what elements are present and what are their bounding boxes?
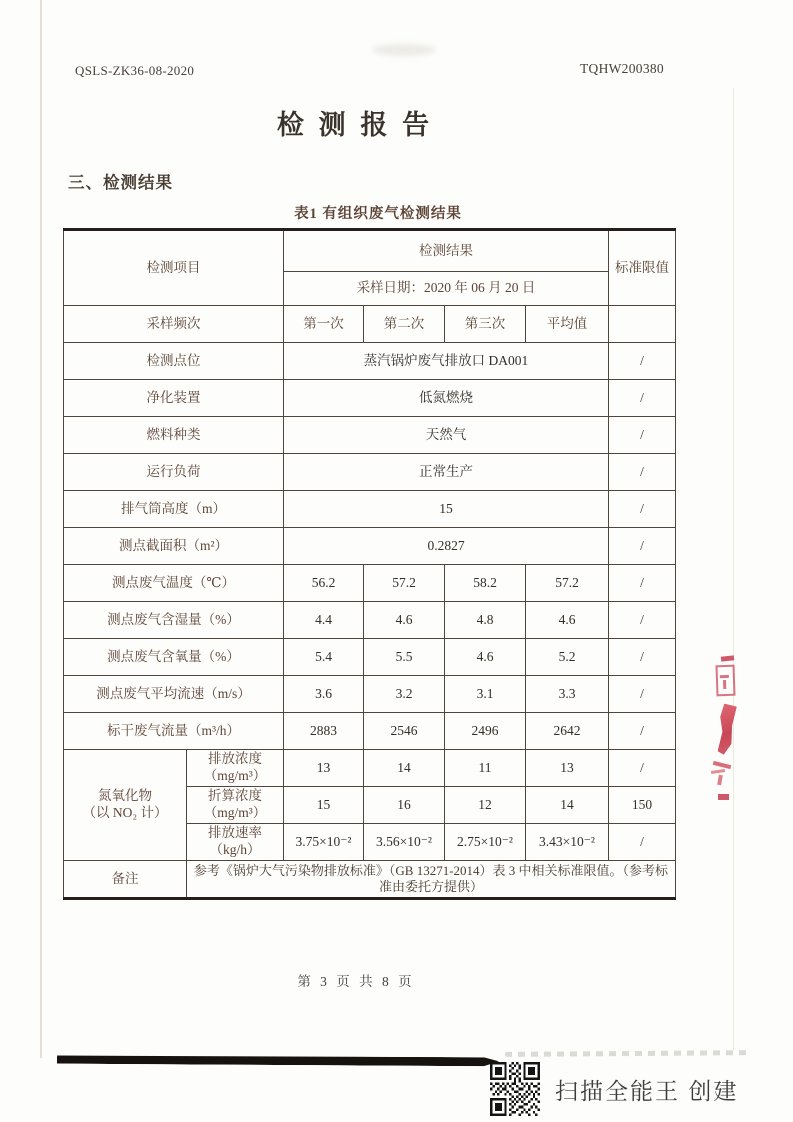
camscanner-watermark-text: 扫描全能王 创建 — [555, 1077, 739, 1104]
footer-page-number: 第 3 页 共 8 页 — [297, 974, 415, 989]
row-label: 测点废气含氧量（%） — [64, 639, 284, 676]
row-value-1: 3.75×10⁻² — [284, 824, 364, 861]
row-value-4: 2642 — [526, 713, 609, 750]
row-limit: / — [609, 454, 676, 491]
row-value-3: 4.6 — [445, 639, 526, 676]
remark-text: 参考《锅炉大气污染物排放标准》（GB 13271-2014）表 3 中相关标准限值。（参考标准由委托方提供） — [187, 861, 676, 899]
row-value-4: 57.2 — [526, 565, 609, 602]
frequency-limit — [609, 306, 676, 343]
table-caption: 表1 有组织废气检测结果 — [294, 206, 462, 222]
seal-mark — [715, 665, 735, 697]
row-label: 检测点位 — [64, 343, 284, 380]
scan-smudge — [372, 44, 436, 56]
row-value-2: 3.56×10⁻² — [364, 824, 445, 861]
row-label: 采样频次 — [64, 306, 284, 343]
table-row — [64, 565, 676, 602]
row-limit: / — [609, 417, 676, 454]
seal-mark — [713, 761, 731, 769]
row-limit: / — [609, 713, 676, 750]
header-sampling-date-cell: 采样日期：2020 年 06 月 20 日 — [284, 272, 609, 306]
row-value-1: 3.6 — [284, 676, 364, 713]
row-value-3: 4.8 — [445, 602, 526, 639]
row-limit: / — [609, 380, 676, 417]
table-row — [64, 343, 676, 380]
row-label: 折算浓度（mg/m³） — [187, 787, 284, 824]
row-label: 测点废气平均流速（m/s） — [64, 676, 284, 713]
row-value-1: 56.2 — [284, 565, 364, 602]
row-value-4: 3.43×10⁻² — [526, 824, 609, 861]
row-value-1: 5.4 — [284, 639, 364, 676]
pollutant-name-line2: （以 NO₂ 计） — [82, 805, 168, 820]
table-row — [64, 713, 676, 750]
seal-mark — [718, 794, 729, 800]
row-label: 排气筒高度（m） — [64, 491, 284, 528]
remark-row — [64, 861, 676, 899]
document-code: QSLS-ZK36-08-2020 — [75, 63, 195, 78]
row-value: 15 — [284, 491, 609, 528]
table-row — [64, 380, 676, 417]
frequency-col-1: 第一次 — [284, 306, 364, 343]
scan-edge-band — [57, 1055, 499, 1067]
header-item-cell: 检测项目 — [64, 230, 284, 306]
pollutant-group-cell — [64, 750, 187, 861]
row-limit: / — [609, 343, 676, 380]
scan-noise-streak — [505, 1050, 750, 1057]
row-value-4: 3.3 — [526, 676, 609, 713]
row-value-3: 2.75×10⁻² — [445, 824, 526, 861]
row-label: 测点截面积（m²） — [64, 528, 284, 565]
frequency-col-2: 第二次 — [364, 306, 445, 343]
seal-mark — [717, 775, 723, 786]
row-label: 排放速率（kg/h） — [187, 824, 284, 861]
row-value: 正常生产 — [284, 454, 609, 491]
row-limit: / — [609, 565, 676, 602]
row-label: 燃料种类 — [64, 417, 284, 454]
row-value-2: 2546 — [364, 713, 445, 750]
row-value-4: 13 — [526, 750, 609, 787]
row-value-3: 2496 — [445, 713, 526, 750]
frequency-row — [64, 306, 676, 343]
pollutant-name-line1: 氮氧化物 — [98, 788, 152, 804]
pollutant-row-1 — [64, 750, 676, 787]
row-value: 蒸汽锅炉废气排放口 DA001 — [284, 343, 609, 380]
row-value-2: 4.6 — [364, 602, 445, 639]
table-row — [64, 602, 676, 639]
report-title: 检 测 报 告 — [276, 110, 434, 140]
row-value-4: 5.2 — [526, 639, 609, 676]
page-fold-line — [733, 88, 734, 1050]
section-heading: 三、检测结果 — [68, 173, 173, 192]
row-label: 测点废气温度（℃） — [64, 565, 284, 602]
seal-mark — [721, 655, 734, 661]
row-value-1: 15 — [284, 787, 364, 824]
page-left-edge-line — [40, 0, 42, 1058]
row-value-3: 11 — [445, 750, 526, 787]
table-row — [64, 454, 676, 491]
header-limit-cell: 标准限值 — [609, 230, 676, 306]
table-row — [64, 676, 676, 713]
row-limit: / — [609, 676, 676, 713]
camscanner-watermark — [490, 1062, 738, 1116]
row-value-1: 13 — [284, 750, 364, 787]
row-limit: / — [609, 750, 676, 787]
row-value-1: 4.4 — [284, 602, 364, 639]
row-label: 标干废气流量（m³/h） — [64, 713, 284, 750]
row-limit: / — [609, 602, 676, 639]
seal-mark — [711, 769, 725, 774]
row-value-2: 3.2 — [364, 676, 445, 713]
report-number: TQHW200380 — [580, 61, 664, 76]
remark-label: 备注 — [64, 861, 187, 899]
row-value-4: 14 — [526, 787, 609, 824]
frequency-col-3: 第三次 — [445, 306, 526, 343]
row-value: 低氮燃烧 — [284, 380, 609, 417]
row-value-1: 2883 — [284, 713, 364, 750]
header-result-group-cell: 检测结果 — [284, 230, 609, 272]
table-header-row-1 — [64, 230, 676, 272]
table-row — [64, 491, 676, 528]
row-label: 净化装置 — [64, 380, 284, 417]
row-value-2: 14 — [364, 750, 445, 787]
row-label: 排放浓度（mg/m³） — [187, 750, 284, 787]
row-value-3: 3.1 — [445, 676, 526, 713]
row-limit: / — [609, 528, 676, 565]
row-value-2: 16 — [364, 787, 445, 824]
row-value-4: 4.6 — [526, 602, 609, 639]
row-value: 天然气 — [284, 417, 609, 454]
row-value-3: 12 — [445, 787, 526, 824]
row-label: 测点废气含湿量（%） — [64, 602, 284, 639]
table-row — [64, 639, 676, 676]
table-row — [64, 417, 676, 454]
row-value: 0.2827 — [284, 528, 609, 565]
row-limit: / — [609, 491, 676, 528]
row-value-2: 5.5 — [364, 639, 445, 676]
red-seal-fragment — [705, 648, 753, 813]
results-table — [63, 228, 676, 900]
seal-mark — [715, 702, 738, 755]
row-label: 运行负荷 — [64, 454, 284, 491]
row-limit: / — [609, 639, 676, 676]
row-limit: 150 — [609, 787, 676, 824]
frequency-col-4: 平均值 — [526, 306, 609, 343]
qr-code-icon — [490, 1062, 540, 1116]
table-row — [64, 528, 676, 565]
row-limit: / — [609, 824, 676, 861]
row-value-2: 57.2 — [364, 565, 445, 602]
row-value-3: 58.2 — [445, 565, 526, 602]
